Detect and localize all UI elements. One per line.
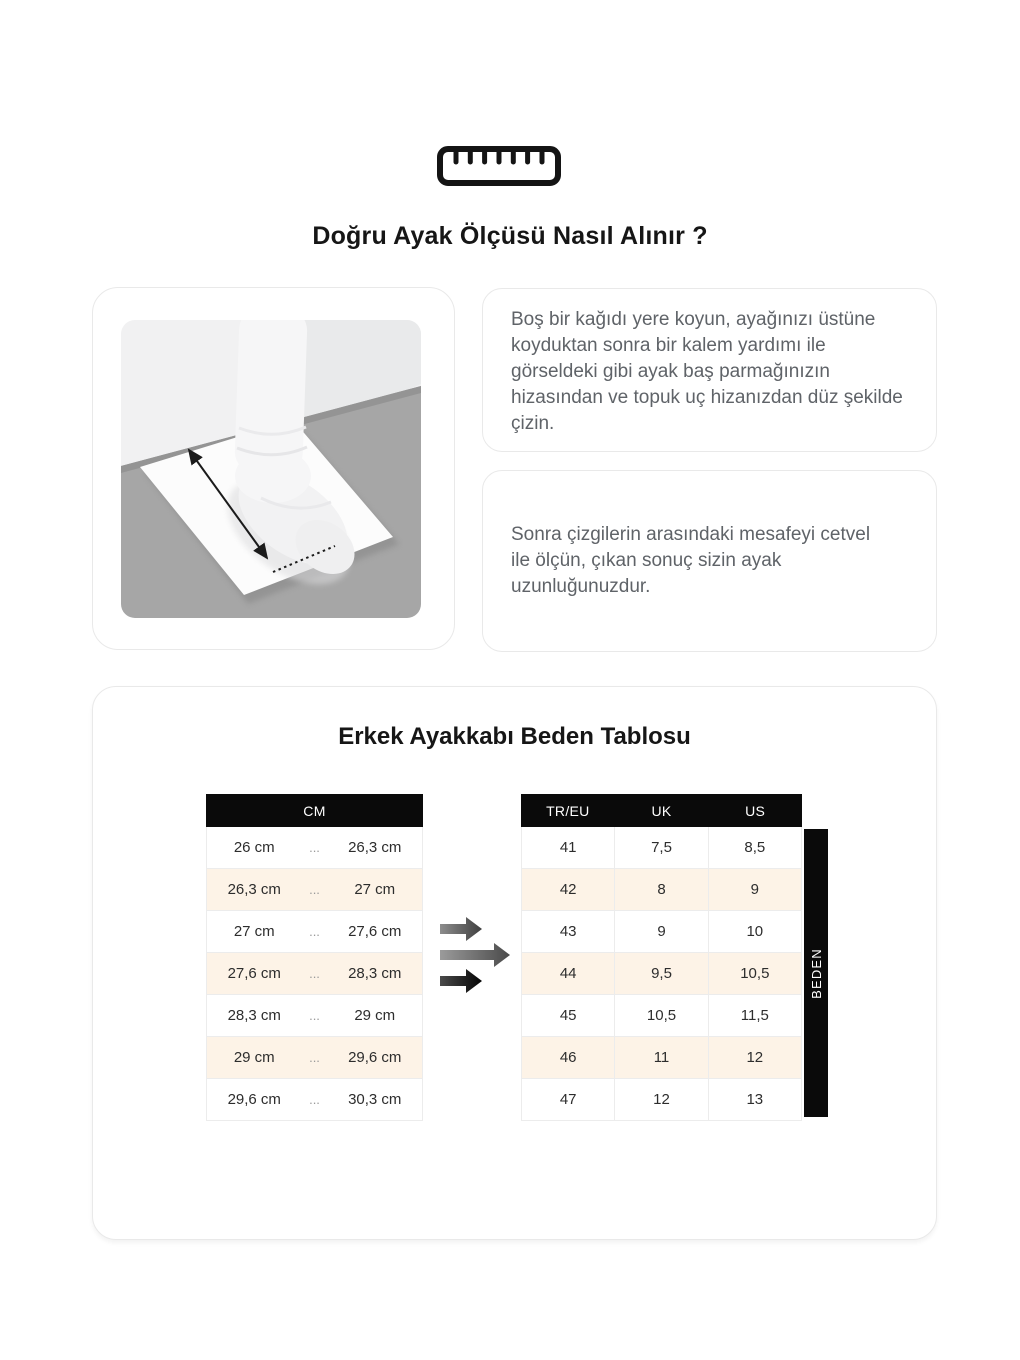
- ruler-icon: [437, 146, 561, 186]
- range-separator: ...: [309, 1050, 320, 1065]
- cm-from-value: 28,3 cm: [227, 1007, 281, 1024]
- size-chart-card: [92, 686, 937, 1240]
- table-row: [521, 1079, 802, 1121]
- size-table-header-uk: UK: [651, 802, 672, 819]
- cm-to-value: 28,3 cm: [348, 965, 402, 982]
- size-cell-us: 12: [709, 1037, 802, 1078]
- size-cell-us: 11,5: [709, 995, 802, 1036]
- range-separator: ...: [309, 1008, 320, 1023]
- size-table: [521, 794, 802, 1121]
- measurement-photo-card: [92, 287, 455, 650]
- cm-from-value: 27,6 cm: [227, 965, 281, 982]
- instruction-card-step2: [482, 470, 937, 652]
- foot-measurement-photo: [121, 320, 421, 618]
- table-row: [521, 995, 802, 1037]
- beden-side-bar: [804, 829, 828, 1117]
- table-row: [206, 869, 423, 911]
- table-row: [206, 995, 423, 1037]
- cm-table-body: [206, 827, 423, 1121]
- range-separator: ...: [309, 966, 320, 981]
- table-row: [521, 953, 802, 995]
- table-row: [521, 827, 802, 869]
- table-row: [206, 827, 423, 869]
- transfer-arrows-icon: [438, 917, 514, 993]
- page-title: Doğru Ayak Ölçüsü Nasıl Alınır ?: [312, 222, 708, 250]
- cm-from-value: 26,3 cm: [227, 881, 281, 898]
- cm-from-value: 27 cm: [233, 923, 275, 940]
- size-cell-uk: 8: [615, 869, 708, 910]
- size-table-header-row: [521, 794, 802, 827]
- cm-from-value: 26 cm: [233, 839, 275, 856]
- cm-from-value: 29 cm: [233, 1049, 275, 1066]
- size-cell-uk: 12: [615, 1079, 708, 1120]
- cm-to-value: 26,3 cm: [348, 839, 402, 856]
- cm-to-value: 27,6 cm: [348, 923, 402, 940]
- table-row: [206, 1037, 423, 1079]
- step1-text: Boş bir kağıdı yere koyun, ayağınızı üstüne koyduktan sonra bir kalem yardımı ile görseldeki gibi ayak baş parmağınızın hizasından ve topuk uç hizanızdan düz şekilde çizin.: [511, 309, 903, 434]
- size-cell-uk: 9: [615, 911, 708, 952]
- beden-label: BEDEN: [808, 947, 824, 999]
- cm-table-header: CM: [206, 794, 423, 827]
- size-cell-treu: 45: [522, 995, 615, 1036]
- size-table-header-treu: TR/EU: [546, 802, 590, 819]
- size-cell-uk: 11: [615, 1037, 708, 1078]
- cm-range-table: [206, 794, 423, 1121]
- size-cell-uk: 9,5: [615, 953, 708, 994]
- size-cell-treu: 41: [522, 827, 615, 868]
- size-chart-title: Erkek Ayakkabı Beden Tablosu: [338, 723, 691, 750]
- cm-to-value: 29 cm: [354, 1007, 396, 1024]
- size-cell-us: 8,5: [709, 827, 802, 868]
- size-cell-us: 10: [709, 911, 802, 952]
- range-separator: ...: [309, 840, 320, 855]
- size-cell-treu: 42: [522, 869, 615, 910]
- table-row: [206, 953, 423, 995]
- cm-from-value: 29,6 cm: [227, 1091, 281, 1108]
- size-cell-us: 9: [709, 869, 802, 910]
- table-row: [521, 1037, 802, 1079]
- size-cell-us: 13: [709, 1079, 802, 1120]
- step2-text: Sonra çizgilerin arasındaki mesafeyi cetvel ile ölçün, çıkan sonuç sizin ayak uzunluğunuzdur.: [511, 524, 871, 597]
- range-separator: ...: [309, 1092, 320, 1107]
- cm-to-value: 29,6 cm: [348, 1049, 402, 1066]
- table-row: [206, 1079, 423, 1121]
- range-separator: ...: [309, 882, 320, 897]
- size-cell-treu: 43: [522, 911, 615, 952]
- table-row: [206, 911, 423, 953]
- size-table-header-us: US: [745, 802, 766, 819]
- size-cell-us: 10,5: [709, 953, 802, 994]
- table-row: [521, 911, 802, 953]
- size-cell-treu: 44: [522, 953, 615, 994]
- size-cell-treu: 46: [522, 1037, 615, 1078]
- size-table-body: [521, 827, 802, 1121]
- size-cell-uk: 10,5: [615, 995, 708, 1036]
- size-cell-treu: 47: [522, 1079, 615, 1120]
- cm-to-value: 30,3 cm: [348, 1091, 402, 1108]
- instruction-card-step1: [482, 288, 937, 452]
- size-cell-uk: 7,5: [615, 827, 708, 868]
- range-separator: ...: [309, 924, 320, 939]
- cm-to-value: 27 cm: [354, 881, 396, 898]
- table-row: [521, 869, 802, 911]
